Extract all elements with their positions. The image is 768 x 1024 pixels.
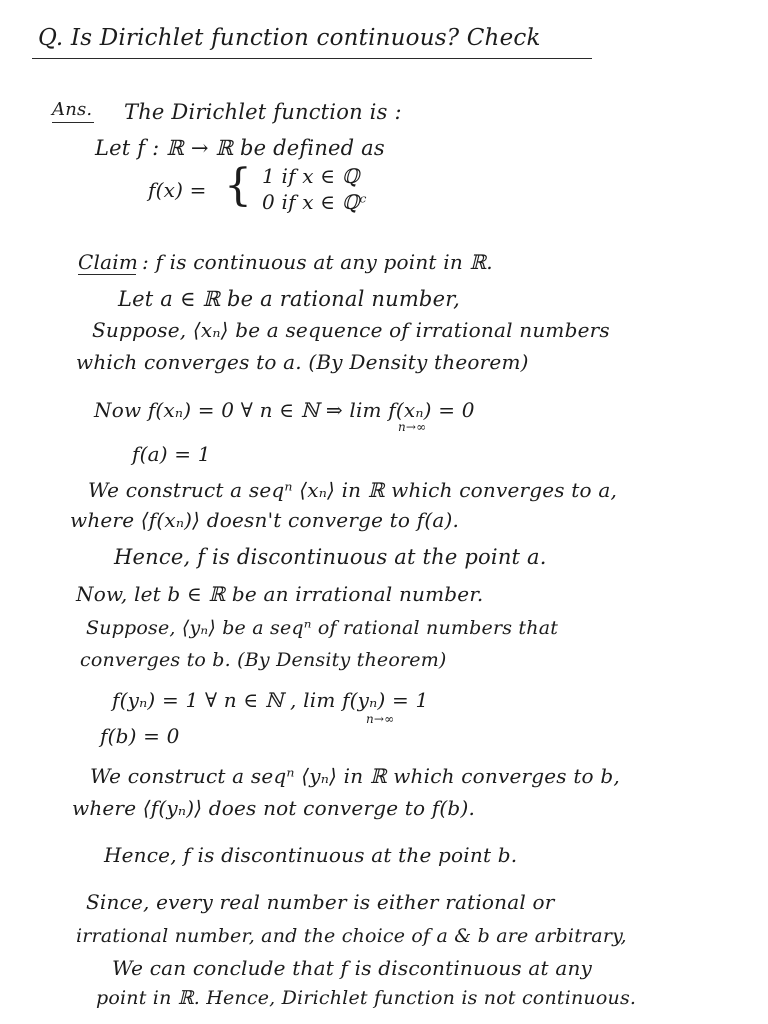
proof-line-8: Hence, f is discontinuous at the point a. — [114, 545, 547, 569]
proof-line-13: f(b) = 0 — [100, 724, 180, 748]
limit-subscript-1: n→∞ — [398, 420, 427, 434]
question-divider — [32, 58, 592, 59]
piecewise-brace: { — [224, 160, 252, 211]
answer-label-underline — [52, 122, 94, 123]
proof-line-1: Let a ∈ ℝ be a rational number, — [118, 287, 461, 311]
function-lhs: f(x) = — [148, 178, 207, 202]
proof-line-19: We can conclude that f is discontinuous at any — [112, 956, 593, 980]
proof-line-2: Suppose, ⟨xₙ⟩ be a sequence of irrational numbers — [92, 318, 610, 342]
proof-line-18: irrational number, and the choice of a & b are arbitrary, — [76, 925, 627, 947]
case-irrational: 0 if x ∈ ℚᶜ — [262, 190, 367, 214]
proof-line-15: where ⟨f(yₙ)⟩ does not converge to f(b). — [72, 796, 475, 820]
proof-line-9: Now, let b ∈ ℝ be an irrational number. — [76, 582, 484, 606]
definition-line: Let f : ℝ → ℝ be defined as — [95, 136, 385, 160]
proof-line-12: f(yₙ) = 1 ∀ n ∈ ℕ , lim f(yₙ) = 1 — [112, 688, 429, 712]
proof-line-10: Suppose, ⟨yₙ⟩ be a seqⁿ of rational numbers that — [86, 617, 559, 639]
proof-line-6: We construct a seqⁿ ⟨xₙ⟩ in ℝ which converges to a, — [88, 478, 618, 502]
claim-text: : f is continuous at any point in ℝ. — [142, 250, 493, 274]
proof-line-16: Hence, f is discontinuous at the point b. — [104, 843, 518, 867]
answer-intro: The Dirichlet function is : — [124, 100, 402, 124]
claim-label: Claim — [78, 250, 138, 274]
proof-line-7: where ⟨f(xₙ)⟩ doesn't converge to f(a). — [70, 508, 460, 532]
question-heading: Q. Is Dirichlet function continuous? Check — [38, 25, 541, 51]
proof-line-4: Now f(xₙ) = 0 ∀ n ∈ ℕ ⇒ lim f(xₙ) = 0 — [94, 398, 475, 422]
proof-line-3: which converges to a. (By Density theorem) — [76, 350, 529, 374]
proof-line-5: f(a) = 1 — [132, 442, 211, 466]
proof-line-20: point in ℝ. Hence, Dirichlet function is not continuous. — [96, 987, 637, 1009]
answer-label: Ans. — [52, 99, 93, 120]
limit-subscript-2: n→∞ — [366, 712, 395, 726]
proof-line-17: Since, every real number is either rational or — [86, 890, 555, 914]
claim-label-underline — [78, 274, 136, 275]
proof-line-11: converges to b. (By Density theorem) — [80, 649, 447, 671]
proof-line-14: We construct a seqⁿ ⟨yₙ⟩ in ℝ which converges to b, — [90, 764, 620, 788]
case-rational: 1 if x ∈ ℚ — [262, 164, 360, 188]
